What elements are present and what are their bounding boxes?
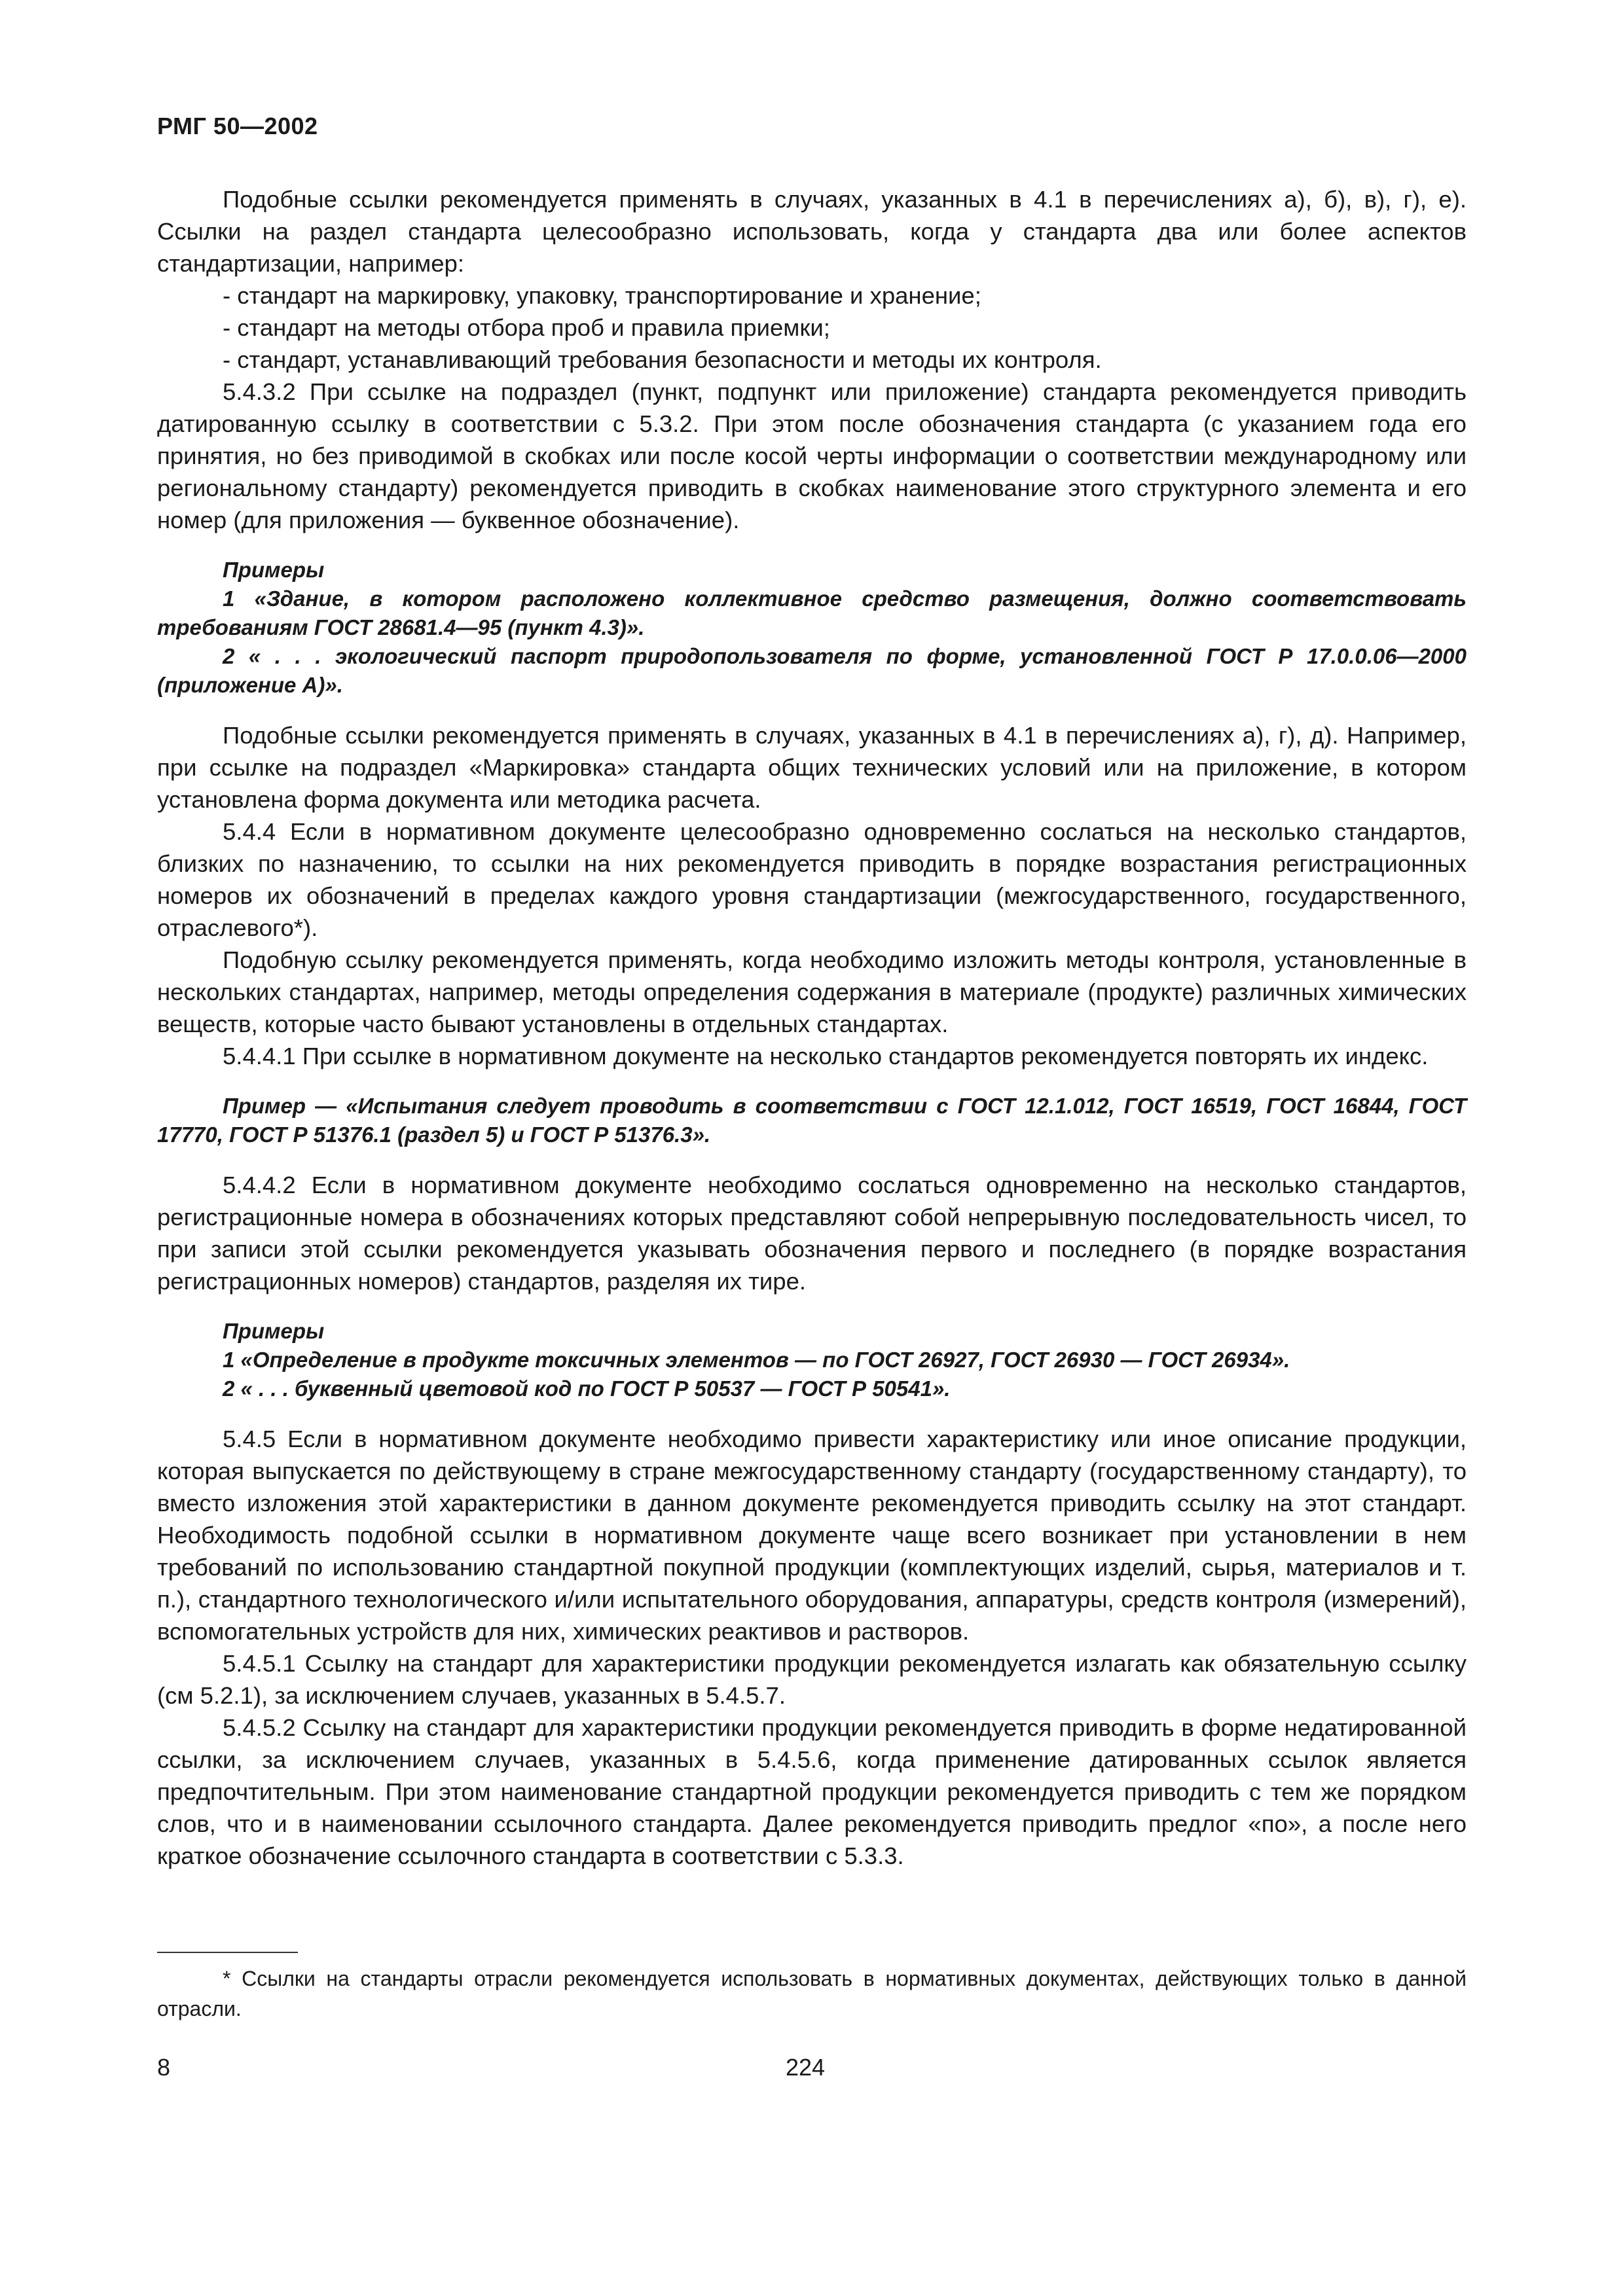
example-item: 1 «Здание, в котором расположено коллективное средство размещения, должно соответствовать требованиям ГОСТ 28681.4—95 (пункт 4.3)».	[157, 586, 1467, 639]
sheet-number: 224	[786, 2054, 826, 2081]
paragraph: Подобные ссылки рекомендуется применять в случаях, указанных в 4.1 в перечислениях а), г), д). Например, при ссылке на подраздел «Маркировка» стандарта общих технических условий или на приложение, в котором установлена форма документа или методика расчета.	[157, 722, 1467, 813]
list-item: - стандарт, устанавливающий требования безопасности и методы их контроля.	[223, 346, 1102, 373]
clause-5-4-5: 5.4.5 Если в нормативном документе необходимо привести характеристику или иное описание продукции, которая выпускается по действующему в стране межгосударственному стандарту (государственному стандарту), то вместо изложения этой характеристики в данном документе рекомендуется приводить ссылку на этот стандарт. Необходимость подобной ссылки в нормативном документе чаще всего возникает при установлении в нем требований по использованию стандартной покупной продукции (комплектующих изделий, сырья, материалов и т. п.), стандартного технологического и/или испытательного оборудования, аппаратуры, средств контроля (измерений), вспомогательных устройств для них, химических реактивов и растворов.	[157, 1426, 1467, 1645]
document-designation: РМГ 50—2002	[157, 113, 318, 139]
clause-5-4-4-2: 5.4.4.2 Если в нормативном документе необходимо сослаться одновременно на несколько стандартов, регистрационные номера в обозначениях которых представляют собой непрерывную последовательность чисел, то при записи этой ссылки рекомендуется указывать обозначения первого и последнего (в порядке возрастания регистрационных номеров) стандартов, разделяя их тире.	[157, 1172, 1467, 1295]
clause-5-4-5-1: 5.4.5.1 Ссылку на стандарт для характеристики продукции рекомендуется излагать как обязательную ссылку (см 5.2.1), за исключением случаев, указанных в 5.4.5.7.	[157, 1650, 1467, 1709]
list-item: - стандарт на методы отбора проб и правила приемки;	[223, 314, 830, 341]
example-item: 1 «Определение в продукте токсичных элементов — по ГОСТ 26927, ГОСТ 26930 — ГОСТ 26934».	[223, 1348, 1290, 1372]
page-number: 8	[157, 2054, 171, 2081]
examples-heading: Примеры	[223, 558, 325, 582]
clause-5-4-4: 5.4.4 Если в нормативном документе целесообразно одновременно сослаться на несколько стандартов, близких по назначению, то ссылки на них рекомендуется приводить в порядке возрастания регистрационных номеров их обозначений в пределах каждого уровня стандартизации (межгосударственного, государственного, отраслевого*).	[157, 818, 1467, 941]
paragraph: Подобную ссылку рекомендуется применять, когда необходимо изложить методы контроля, установленные в нескольких стандартах, например, методы определения содержания в материале (продукте) различных химических веществ, которые часто бывают установлены в отдельных стандартах.	[157, 946, 1467, 1037]
main-text	[157, 183, 1467, 1872]
footnote-divider	[157, 1952, 298, 1953]
example-item: Пример — «Испытания следует проводить в соответствии с ГОСТ 12.1.012, ГОСТ 16519, ГОСТ 16844, ГОСТ 17770, ГОСТ Р 51376.1 (раздел 5) и ГОСТ Р 51376.3».	[157, 1094, 1467, 1147]
paragraph: Подобные ссылки рекомендуется применять в случаях, указанных в 4.1 в перечислениях а), б), в), г), е). Ссылки на раздел стандарта целесообразно использовать, когда у стандарта два или более аспектов стандартизации, например:	[157, 186, 1467, 277]
clause-5-4-4-1: 5.4.4.1 При ссылке в нормативном документе на несколько стандартов рекомендуется повторять их индекс.	[223, 1043, 1429, 1069]
clause-5-4-3-2: 5.4.3.2 При ссылке на подраздел (пункт, подпункт или приложение) стандарта рекомендуется приводить датированную ссылку в соответствии с 5.3.2. При этом после обозначения стандарта (с указанием года его принятия, но без приводимой в скобках или после косой черты информации о соответствии международному или региональному стандарту) рекомендуется приводить в скобках наименование этого структурного элемента и его номер (для приложения — буквенное обозначение).	[157, 378, 1467, 533]
example-item: 2 « . . . экологический паспорт природопользователя по форме, установленной ГОСТ Р 17.0.0.06—2000 (приложение А)».	[157, 644, 1467, 697]
list-item: - стандарт на маркировку, упаковку, транспортирование и хранение;	[223, 282, 981, 309]
examples-heading: Примеры	[223, 1319, 325, 1343]
clause-5-4-5-2: 5.4.5.2 Ссылку на стандарт для характеристики продукции рекомендуется приводить в форме недатированной ссылки, за исключением случаев, указанных в 5.4.5.6, когда применение датированных ссылок является предпочтительным. При этом наименование стандартной продукции рекомендуется приводить с тем же порядком слов, что и в наименовании ссылочного стандарта. Далее рекомендуется приводить предлог «по», а после него краткое обозначение ссылочного стандарта в соответствии с 5.3.3.	[157, 1714, 1467, 1869]
example-item: 2 « . . . буквенный цветовой код по ГОСТ Р 50537 — ГОСТ Р 50541».	[223, 1376, 951, 1401]
footnote: * Ссылки на стандарты отрасли рекомендуется использовать в нормативных документах, действующих только в данной отрасли.	[157, 1967, 1467, 2020]
